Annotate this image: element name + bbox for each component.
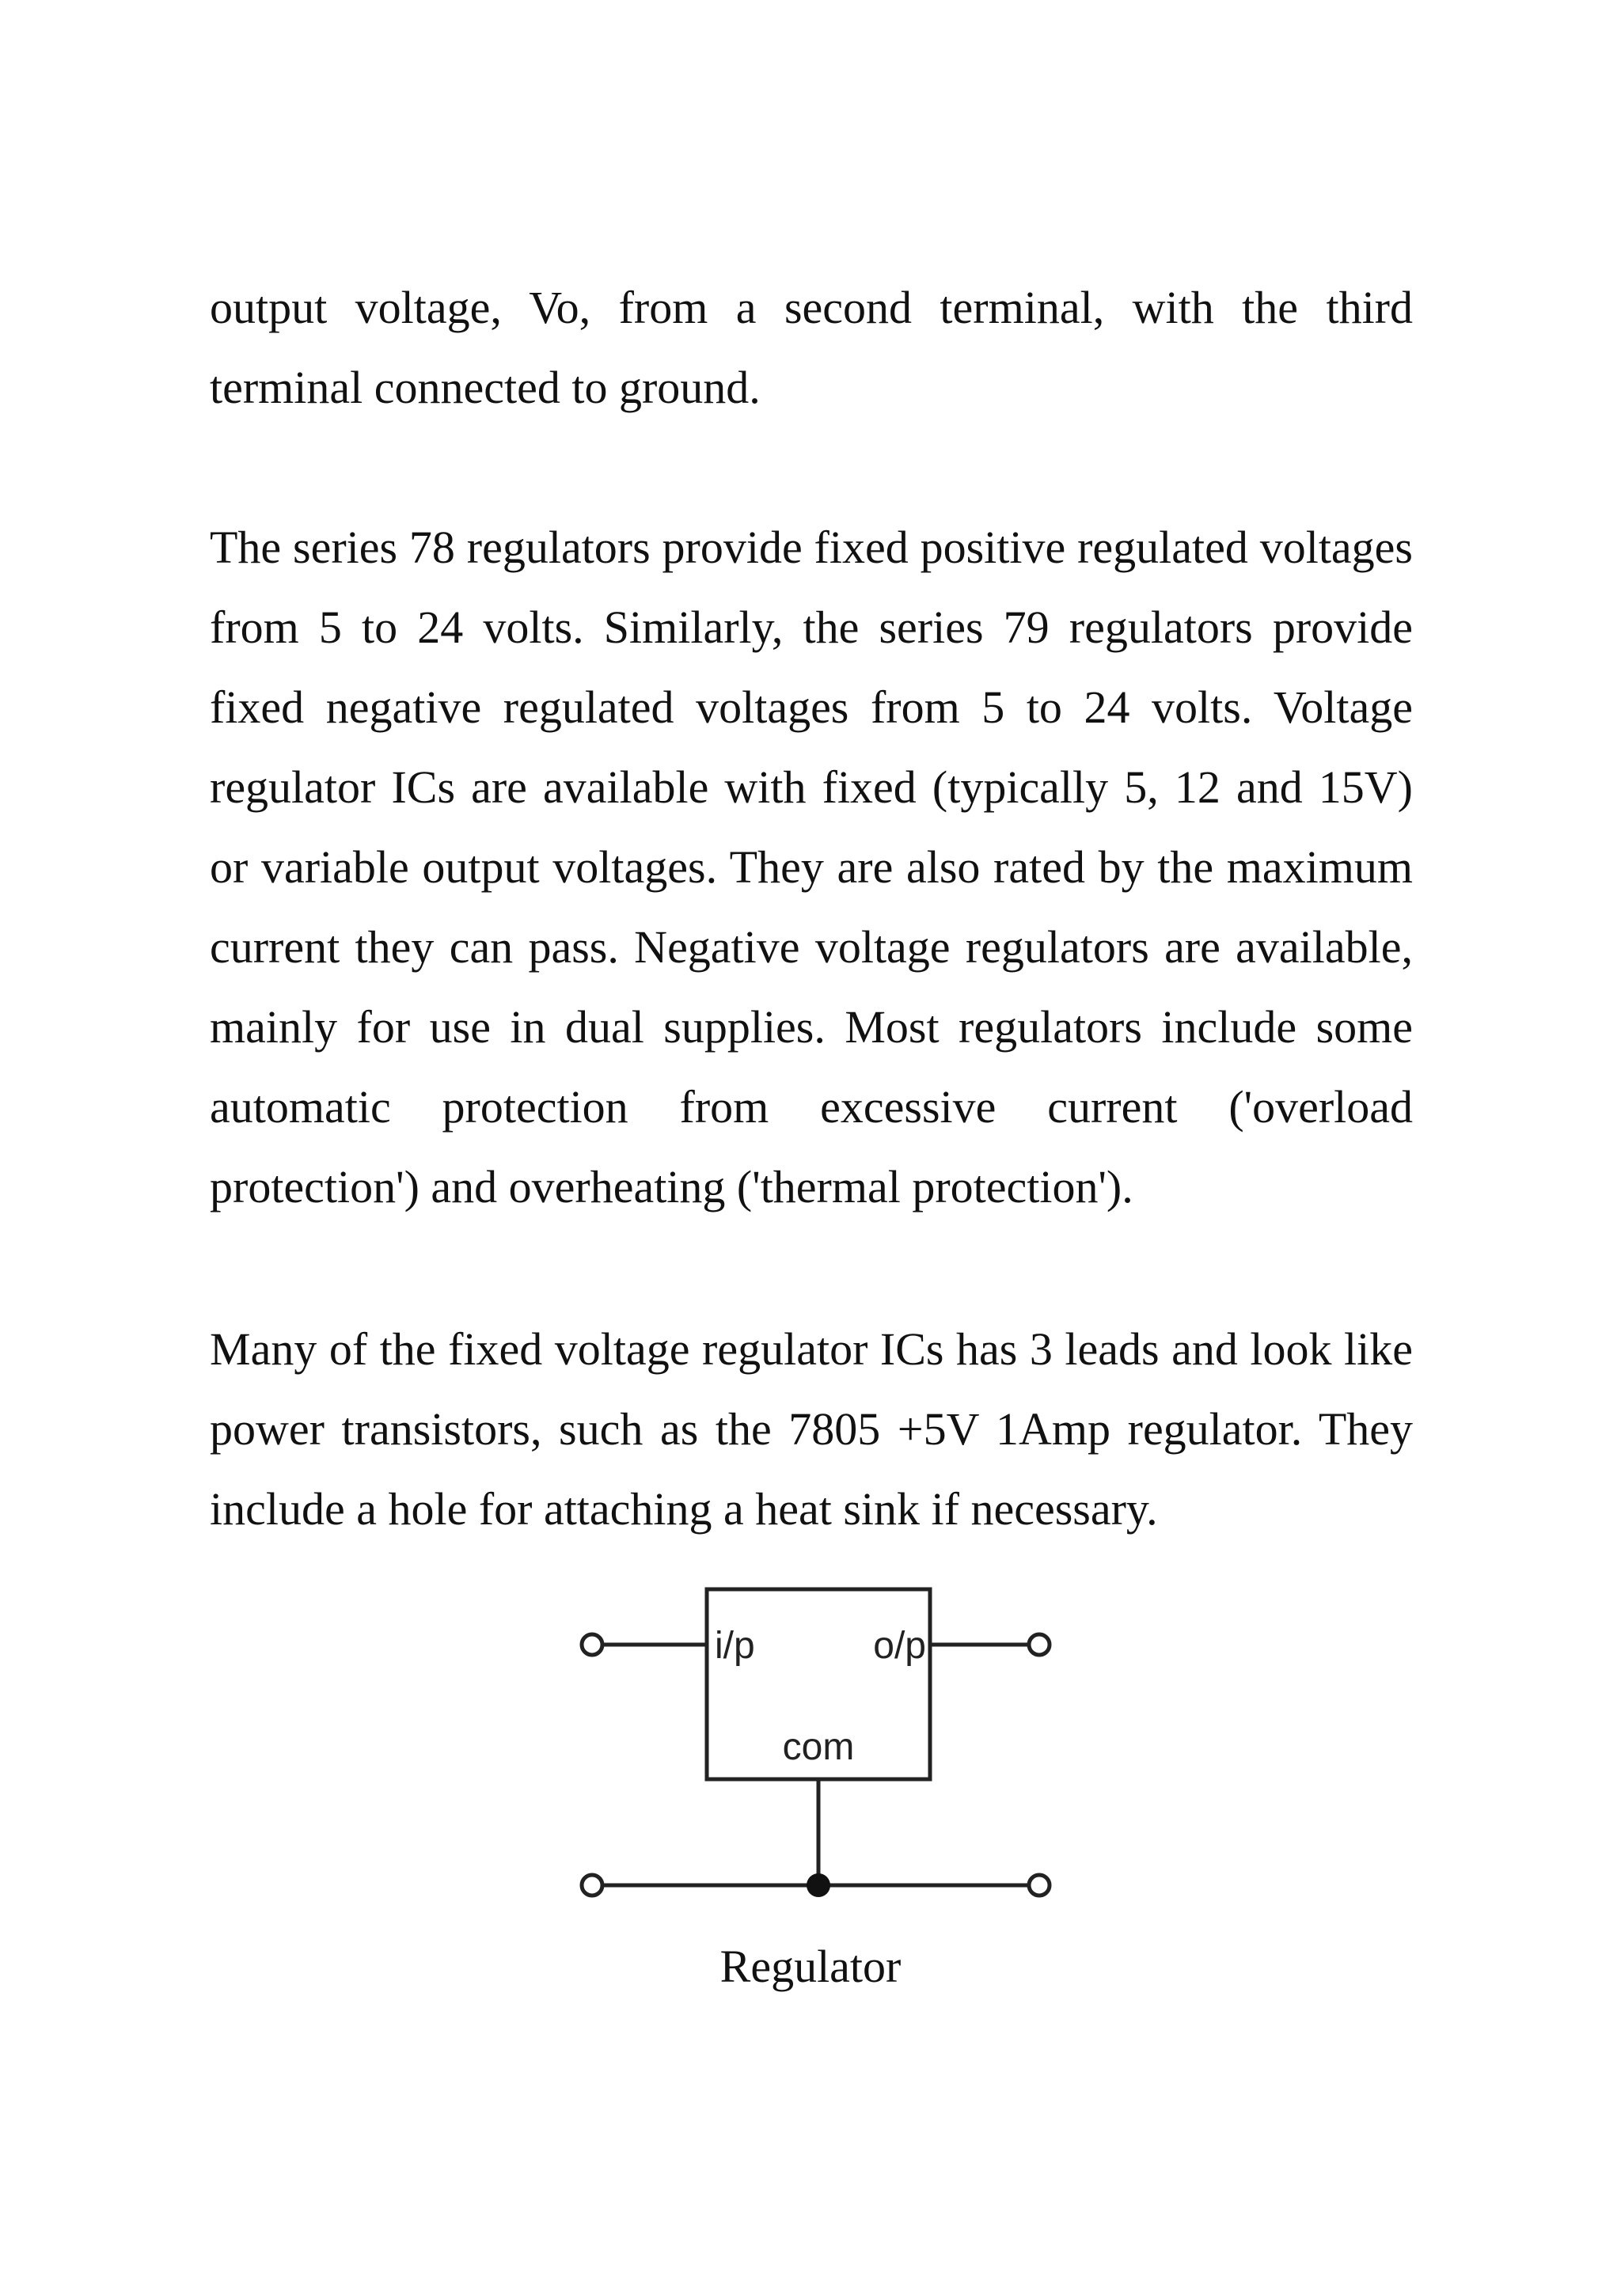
input-label: i/p: [715, 1625, 755, 1667]
ground-right-terminal: [1029, 1875, 1050, 1896]
regulator-diagram-svg: [554, 1571, 1092, 1927]
regulator-diagram: [554, 1571, 1092, 1927]
input-terminal: [582, 1634, 602, 1655]
paragraph-1: output voltage, Vo, from a second terminal, with the third terminal connected to ground.: [210, 282, 1413, 413]
output-terminal: [1029, 1634, 1050, 1655]
output-label: o/p: [873, 1625, 926, 1667]
ground-left-terminal: [582, 1875, 602, 1896]
figure-caption: Regulator: [719, 1941, 902, 1992]
common-label: com: [782, 1726, 855, 1768]
junction-dot: [807, 1873, 830, 1897]
paragraph-2: The series 78 regulators provide fixed positive regulated voltages from 5 to 24 volts. Similarly, the series 79 regulators provide fixed negative regulated voltages from 5 to 24 volts. Voltage regulator ICs are available with fixed (typically 5, 12 and 15V) or variable output voltages. They are also rated by the maximum current they can pass. Negative voltage regulators are available, mainly for use in dual supplies. Most regulators include some automatic protection from excessive current ('overload protection') and overheating ('thermal protection').: [210, 522, 1413, 1213]
paragraph-3: Many of the fixed voltage regulator ICs has 3 leads and look like power transistors, such as the 7805 +5V 1Amp regulator. They include a hole for attaching a heat sink if necessary.: [210, 1323, 1413, 1535]
